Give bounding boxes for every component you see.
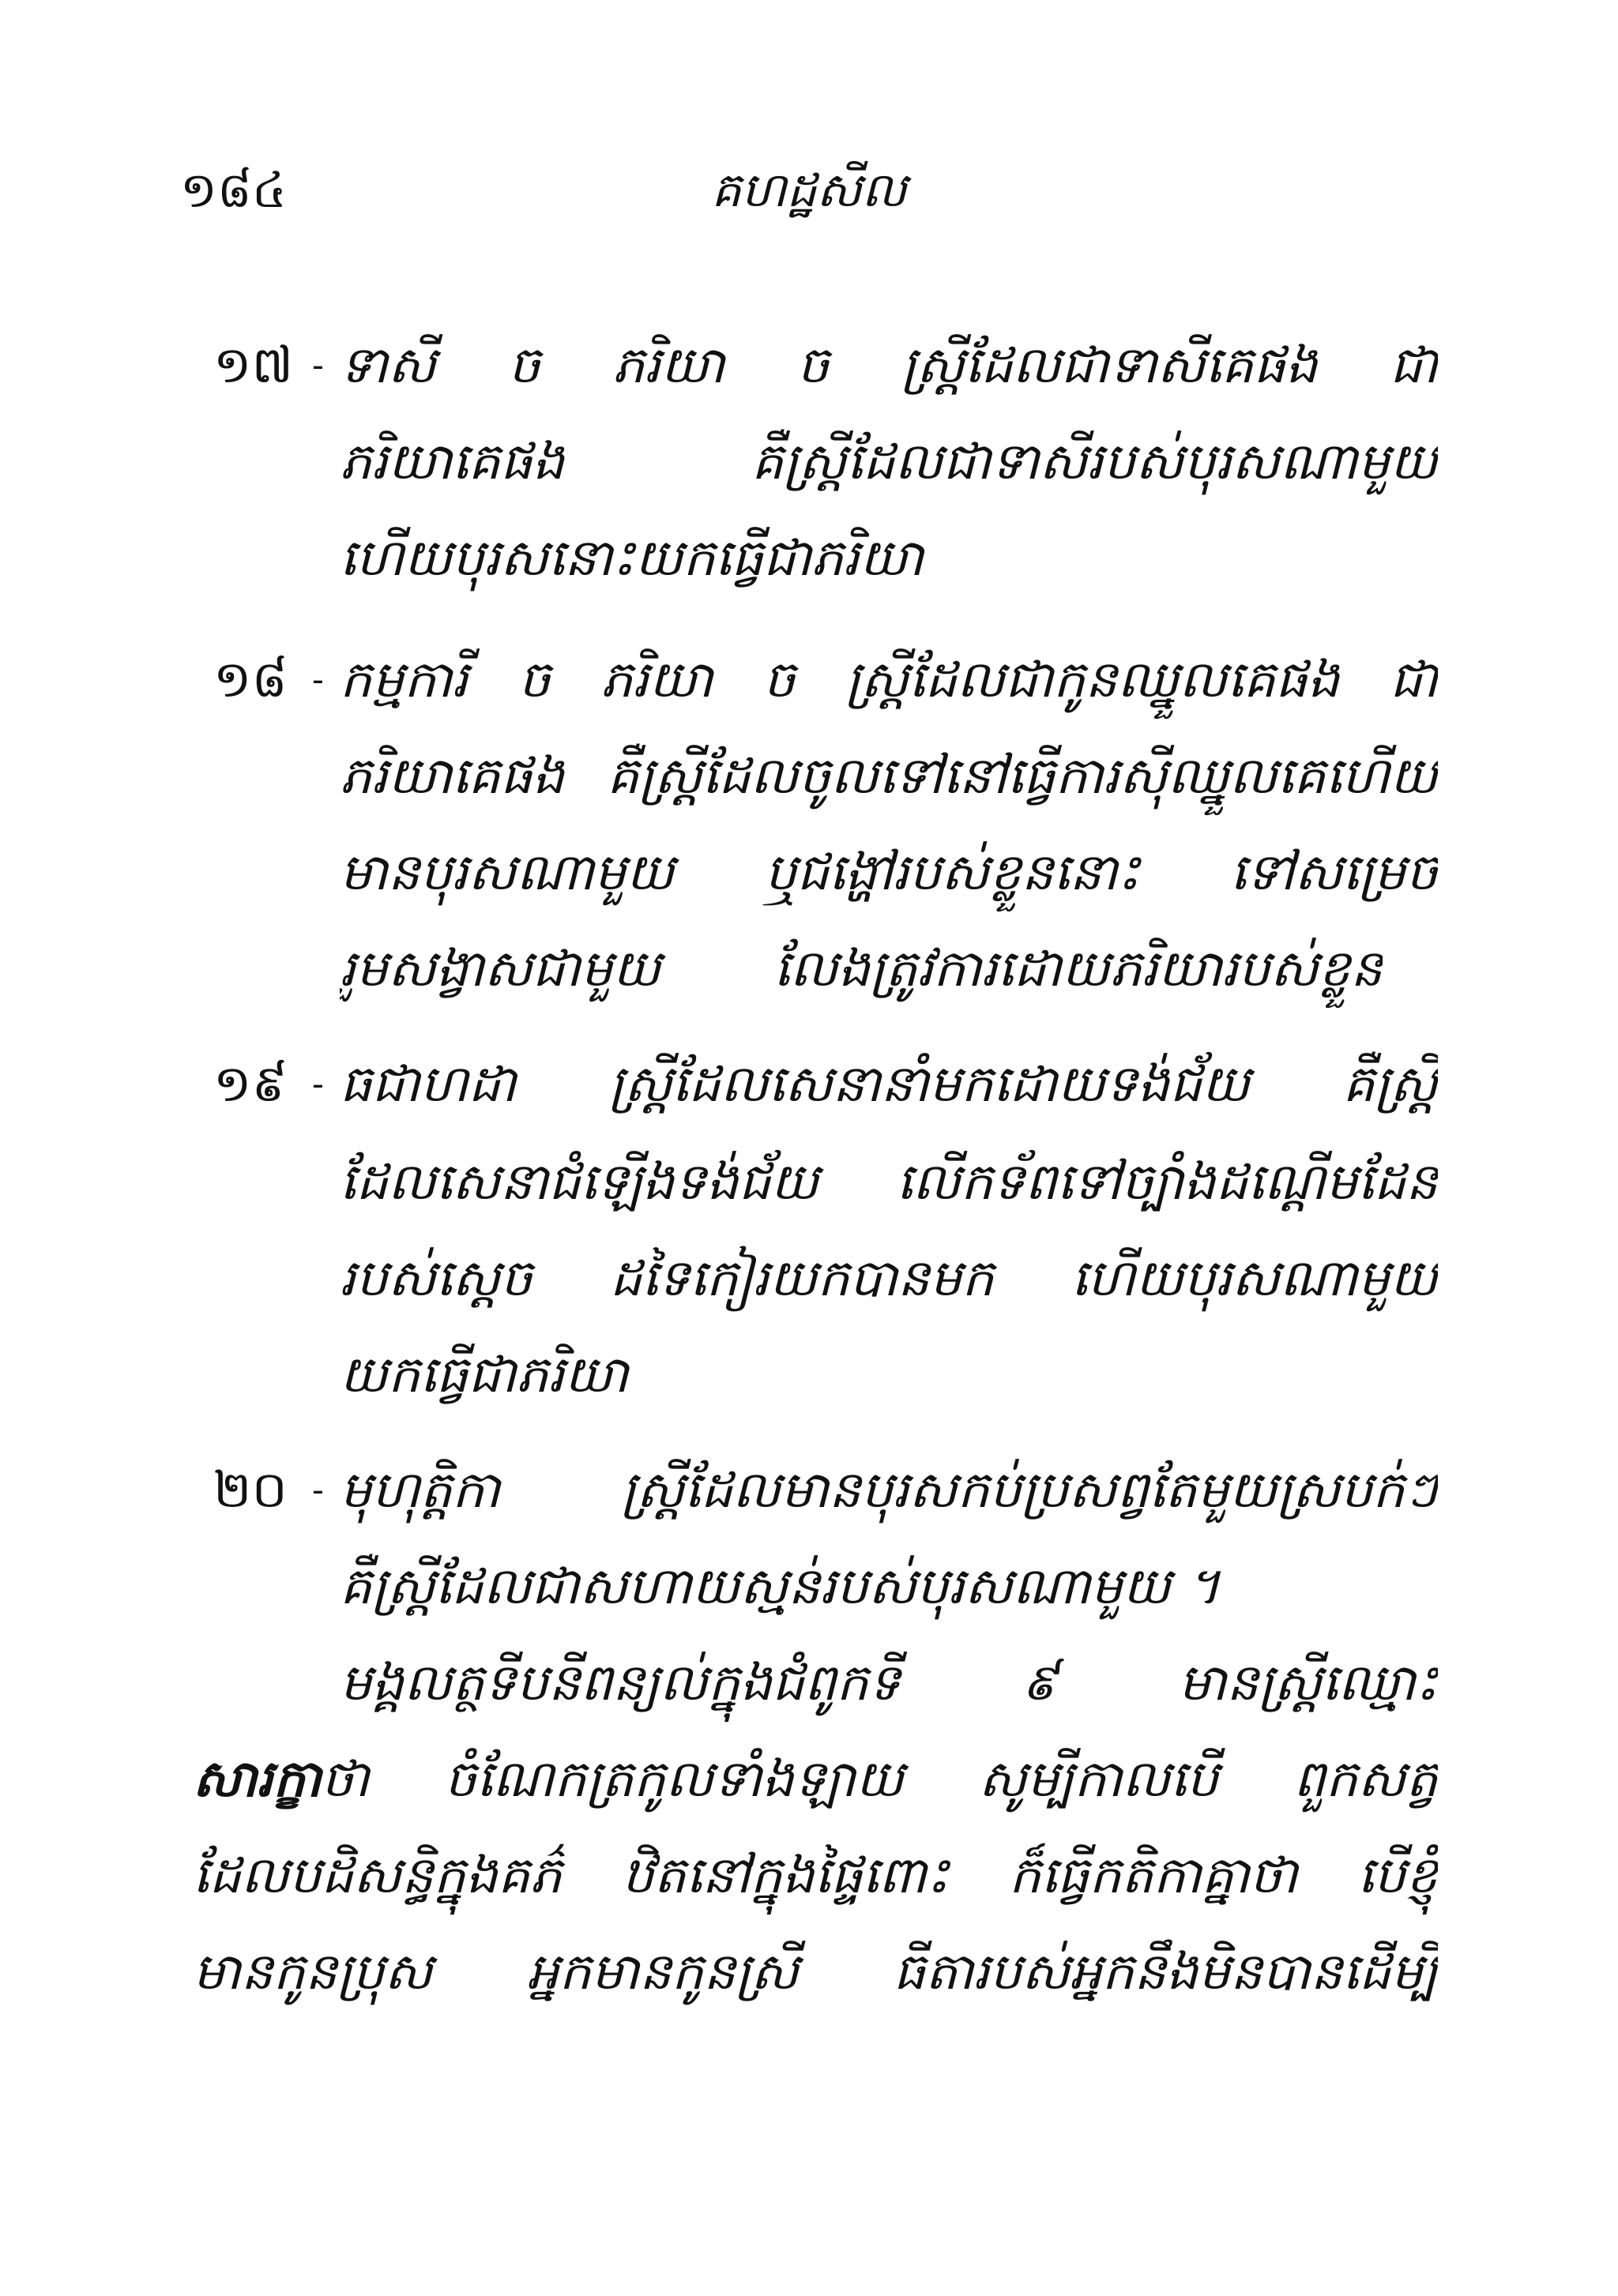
entry-line: ភរិយាគេផង គឺស្ត្រីដែលចូលទៅនៅធ្វើការស៊ីឈ្នួលគេហើយ — [340, 747, 1438, 806]
entry-line: មានបុរសណាមួយ ឬជង្ហៅរបស់ខ្លួននោះ ទៅសម្រេច — [340, 844, 1438, 902]
entry-number: ១៧ — [213, 336, 293, 395]
entry-line: ហើយបុរសនោះយកធ្វើជាភរិយា — [340, 529, 924, 588]
page-number: ១៨៤ — [180, 161, 287, 219]
entry-number: ២០ — [213, 1461, 288, 1520]
entry-number: ១៩ — [213, 1055, 288, 1114]
running-title: គហដ្ឋសីល — [711, 163, 907, 218]
entry-line: កម្មការី ច ភរិយា ច ស្ត្រីដែលជាកូនឈ្នួលគេផង ជា — [340, 651, 1438, 709]
entry-dash: - — [312, 1064, 324, 1104]
paragraph-line: មានកូនប្រុស អ្នកមានកូនស្រី ធីតារបស់អ្នកនឹងមិនបានដើម្បី — [193, 1943, 1438, 2001]
paragraph-line-rest: ថា ចំណែកត្រកូលទាំងឡាយ សូម្បីកាលបើ ពួកសត្វ — [321, 1750, 1438, 1809]
entry-line: មុហុត្តិកា ស្ត្រីដែលមានបុរសកប់ប្រសព្វតែមួយស្របក់ៗ — [340, 1461, 1438, 1520]
entry-line: គឺស្ត្រីដែលជាសហាយស្មន់របស់បុរសណាមួយ ។ — [340, 1558, 1221, 1616]
entry-line: ដែលសេនាជំឡើងទង់ជ័យ លើកទ័ពទៅច្បាំងដណ្តើមដែន — [340, 1153, 1438, 1212]
entry-line: ទាសី ច ភរិយា ច ស្ត្រីដែលជាទាសីគេផង ជា — [340, 336, 1438, 395]
paragraph-bold-term: សារក្ខា — [193, 1749, 322, 1809]
page-header — [0, 155, 1618, 226]
entry-number: ១៨ — [213, 651, 288, 709]
entry-dash: - — [312, 345, 324, 385]
entry-line: ភរិយាគេផង គឺស្ត្រីដែលជាទាសីរបស់បុរសណាមួយ — [340, 433, 1438, 491]
entry-line: របស់ស្តេច ដទៃកៀរយកបានមក ហើយបុរសណាមួយ — [340, 1249, 1438, 1308]
entry-line: ធជាហដា ស្ត្រីដែលសេនានាំមកដោយទង់ជ័យ គឺស្ត្រី — [340, 1055, 1438, 1114]
entry-line: យកធ្វើជាភរិយា — [340, 1346, 629, 1404]
paragraph-line: ដែលបដិសន្ធិក្នុងគភ៌ ឋិតនៅក្នុងផ្ទៃពោះ ក៏ធ្វើកតិកាគ្នាថា បើខ្ញុំ — [193, 1847, 1438, 1905]
entry-line: រួមសង្វាសជាមួយ លែងត្រូវការដោយភរិយារបស់ខ្លួន — [340, 940, 1383, 998]
paragraph-line — [193, 1736, 1438, 1823]
paragraph-line: មង្គលត្ថទីបនីពន្យល់ក្នុងជំពូកទី ៩ មានស្ត្រីឈ្មោះ — [340, 1654, 1438, 1712]
entry-dash: - — [312, 1470, 324, 1510]
entry-dash: - — [312, 659, 324, 700]
